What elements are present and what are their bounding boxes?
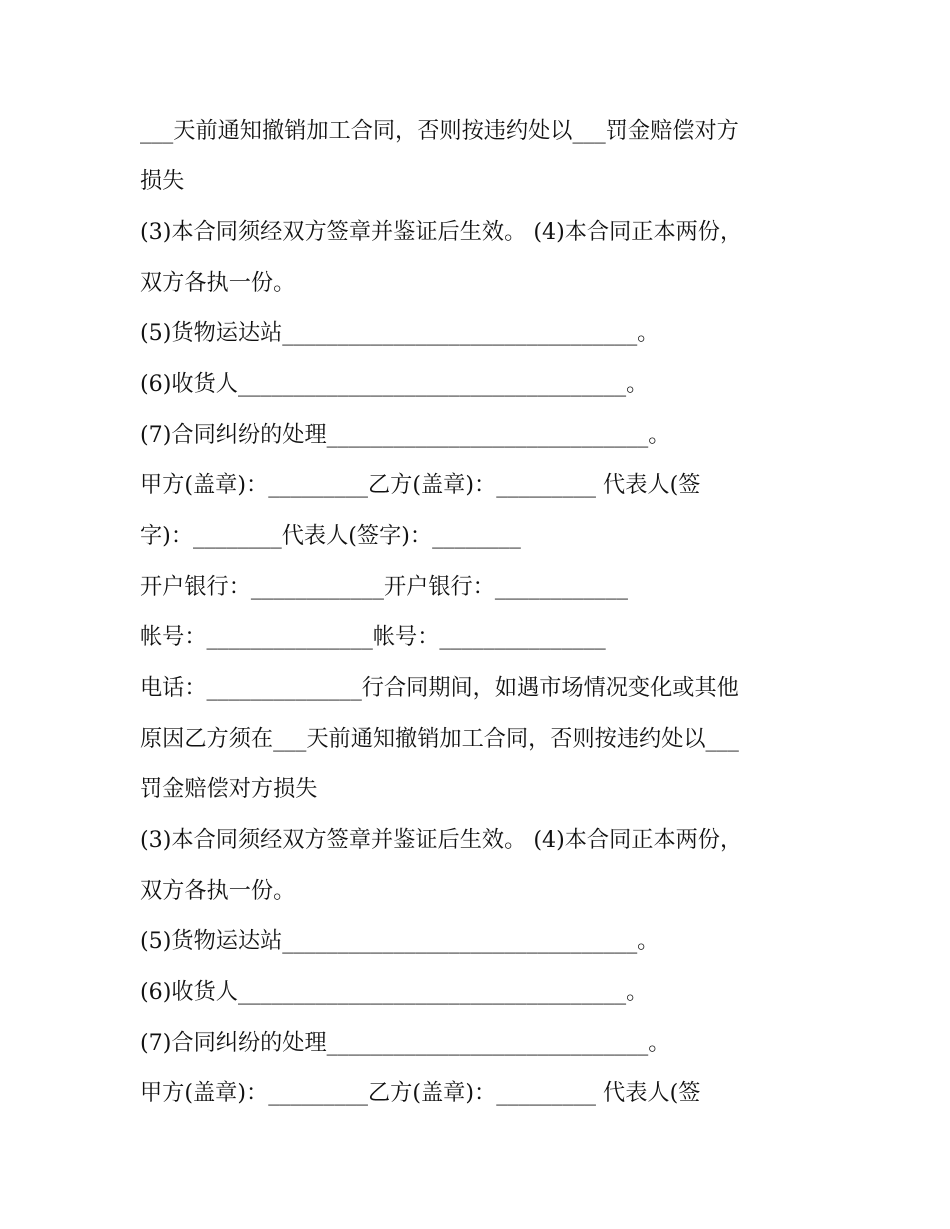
text-line: (5)货物运达站________________________________。	[140, 928, 660, 954]
text-line: 甲方(盖章)：_________乙方(盖章)：_________ 代表人(签	[140, 1080, 701, 1106]
text-line: 双方各执一份。	[140, 878, 296, 904]
text-line: 损失	[140, 168, 185, 194]
text-line: (6)收货人___________________________________。	[140, 371, 649, 397]
text-line: 原因乙方须在___天前通知撤销加工合同，否则按违约处以___	[140, 726, 739, 752]
text-line: 罚金赔偿对方损失	[140, 776, 318, 802]
text-line: (6)收货人___________________________________。	[140, 979, 649, 1005]
text-line: 电话：______________行合同期间，如遇市场情况变化或其他	[140, 675, 739, 701]
text-line: ___天前通知撤销加工合同，否则按违约处以___罚金赔偿对方	[140, 118, 739, 144]
text-line: 帐号：_______________帐号：_______________	[140, 624, 606, 650]
text-line: 双方各执一份。	[140, 270, 296, 296]
text-line: 甲方(盖章)：_________乙方(盖章)：_________ 代表人(签	[140, 472, 701, 498]
text-line: (5)货物运达站________________________________。	[140, 320, 660, 346]
text-line: 开户银行：____________开户银行：____________	[140, 574, 628, 600]
text-line: (7)合同纠纷的处理_____________________________。	[140, 1030, 671, 1056]
text-line: (3)本合同须经双方签章并鉴证后生效。 (4)本合同正本两份，	[140, 827, 743, 853]
text-line: (3)本合同须经双方签章并鉴证后生效。 (4)本合同正本两份，	[140, 219, 743, 245]
text-line: 字)：________代表人(签字)：________	[140, 523, 521, 549]
text-line: (7)合同纠纷的处理_____________________________。	[140, 422, 671, 448]
